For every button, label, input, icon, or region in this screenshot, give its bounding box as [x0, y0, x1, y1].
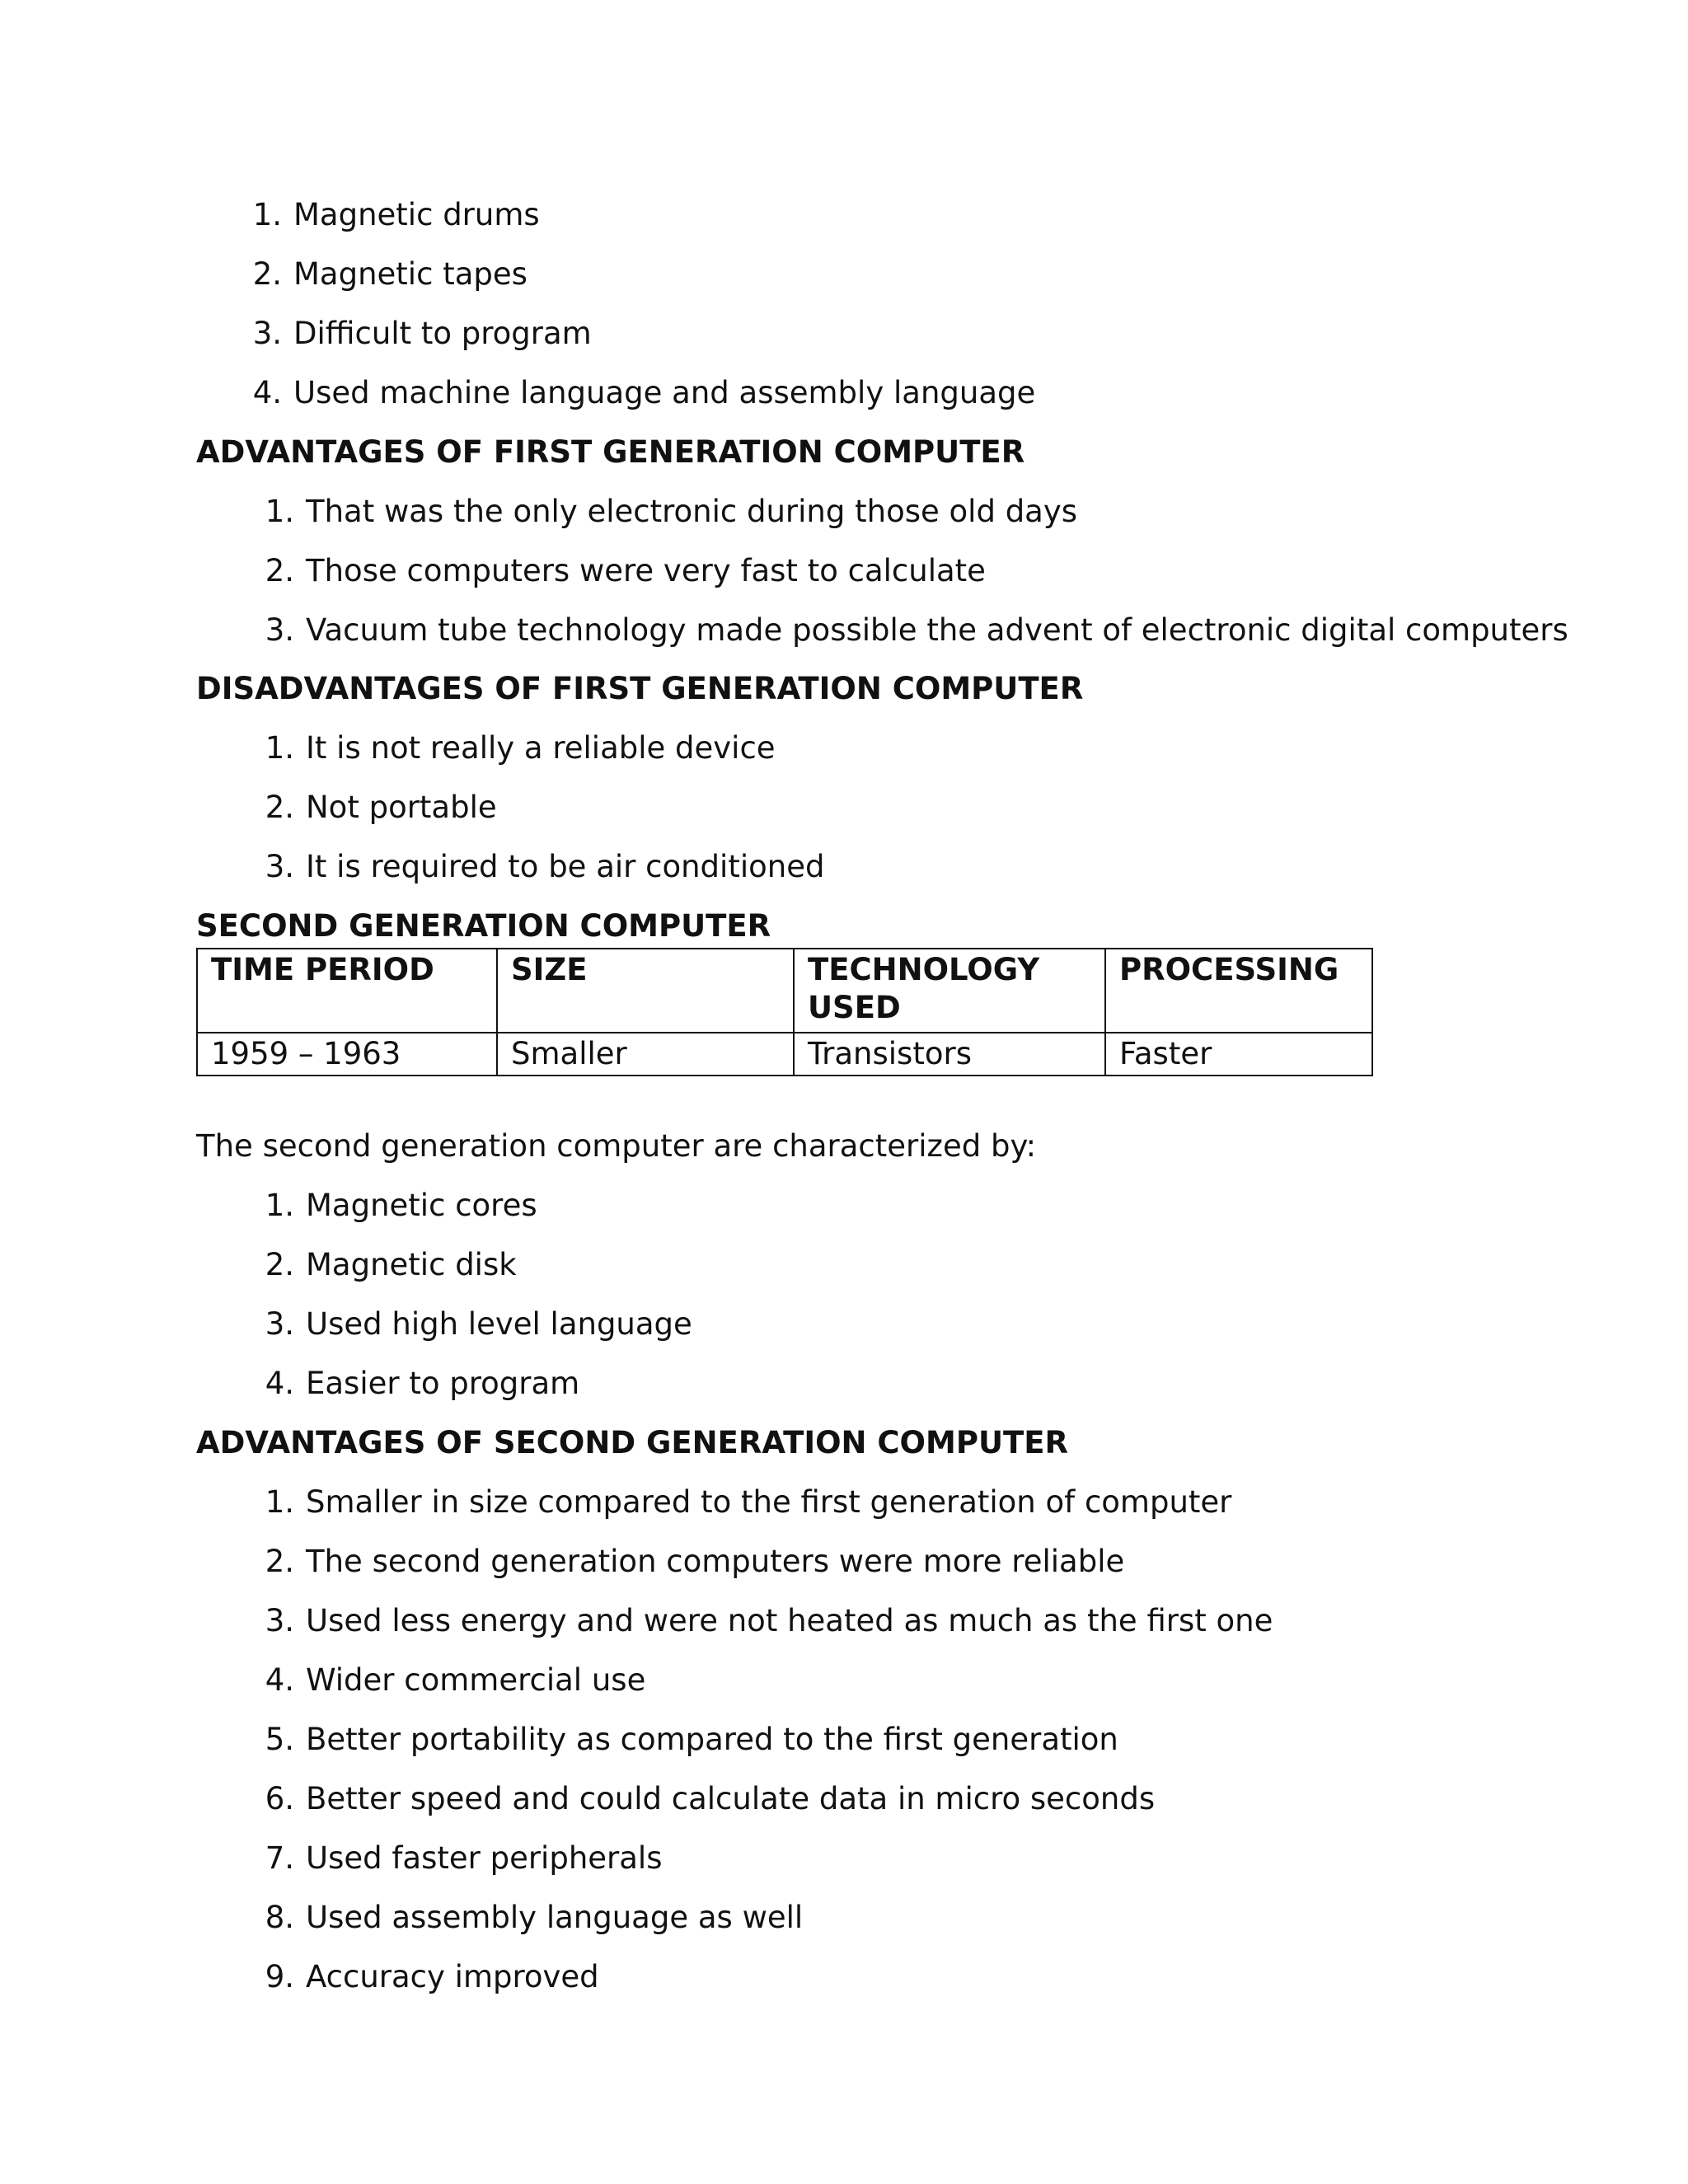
list-number: 1.: [265, 494, 294, 529]
list-text: The second generation computers were more reliable: [306, 1544, 1125, 1579]
table-header-cell: TIME PERIOD: [197, 949, 497, 1033]
table-header-cell: SIZE: [497, 949, 794, 1033]
list-number: 2.: [265, 790, 294, 825]
list-text: Those computers were very fast to calculate: [306, 553, 986, 588]
list-text: Difficult to program: [293, 316, 592, 351]
list-number: 3.: [252, 316, 282, 351]
list-number: 9.: [265, 1959, 294, 1994]
list-text: Magnetic drums: [293, 197, 540, 232]
list-number: 1.: [265, 1484, 294, 1520]
list-text: Used high level language: [306, 1306, 692, 1342]
table-cell: Transistors: [794, 1033, 1105, 1076]
list-text: Vacuum tube technology made possible the advent of electronic digital computers: [306, 612, 1568, 648]
list-text: Magnetic cores: [306, 1188, 537, 1223]
list-text: Magnetic disk: [306, 1247, 517, 1282]
list-text: Not portable: [306, 790, 497, 825]
list-text: It is required to be air conditioned: [306, 849, 825, 884]
list-number: 2.: [252, 256, 282, 292]
list-text: That was the only electronic during those old days: [306, 494, 1078, 529]
list-number: 2.: [265, 1544, 294, 1579]
list-number: 2.: [265, 1247, 294, 1282]
list-text: Used machine language and assembly language: [293, 375, 1036, 410]
table-row: [197, 1033, 1372, 1076]
list-text: Magnetic tapes: [293, 256, 528, 292]
list-text: Wider commercial use: [306, 1662, 646, 1698]
list-number: 1.: [265, 730, 294, 766]
list-number: 3.: [265, 849, 294, 884]
list-number: 6.: [265, 1781, 294, 1816]
list-number: 4.: [265, 1366, 294, 1401]
list-text: Used assembly language as well: [306, 1900, 804, 1935]
list-text: Accuracy improved: [306, 1959, 599, 1994]
list-number: 4.: [252, 375, 282, 410]
list-number: 7.: [265, 1840, 294, 1876]
table-cell: Faster: [1105, 1033, 1372, 1076]
list-number: 1.: [265, 1188, 294, 1223]
section-heading-second-gen: SECOND GENERATION COMPUTER: [196, 908, 771, 944]
list-number: 3.: [265, 1603, 294, 1638]
list-number: 1.: [252, 197, 282, 232]
list-text: It is not really a reliable device: [306, 730, 776, 766]
second-gen-intro: The second generation computer are characterized by:: [196, 1128, 1037, 1164]
section-heading-adv-second: ADVANTAGES OF SECOND GENERATION COMPUTER: [196, 1425, 1068, 1460]
list-number: 8.: [265, 1900, 294, 1935]
table-header-cell: PROCESSING: [1105, 949, 1372, 1033]
table-cell: Smaller: [497, 1033, 794, 1076]
table-header-row: [197, 949, 1372, 1033]
second-gen-table: [196, 948, 1373, 1076]
list-text: Better portability as compared to the first generation: [306, 1722, 1118, 1757]
list-text: Used less energy and were not heated as much as the first one: [306, 1603, 1273, 1638]
table-header-cell: TECHNOLOGY USED: [794, 949, 1105, 1033]
section-heading-adv-first: ADVANTAGES OF FIRST GENERATION COMPUTER: [196, 434, 1025, 470]
list-number: 3.: [265, 1306, 294, 1342]
list-text: Easier to program: [306, 1366, 580, 1401]
list-number: 3.: [265, 612, 294, 648]
list-number: 2.: [265, 553, 294, 588]
section-heading-disadv-first: DISADVANTAGES OF FIRST GENERATION COMPUTER: [196, 671, 1084, 706]
list-text: Better speed and could calculate data in micro seconds: [306, 1781, 1156, 1816]
list-number: 5.: [265, 1722, 294, 1757]
list-text: Used faster peripherals: [306, 1840, 663, 1876]
list-text: Smaller in size compared to the first generation of computer: [306, 1484, 1232, 1520]
table-cell: 1959 – 1963: [197, 1033, 497, 1076]
list-number: 4.: [265, 1662, 294, 1698]
